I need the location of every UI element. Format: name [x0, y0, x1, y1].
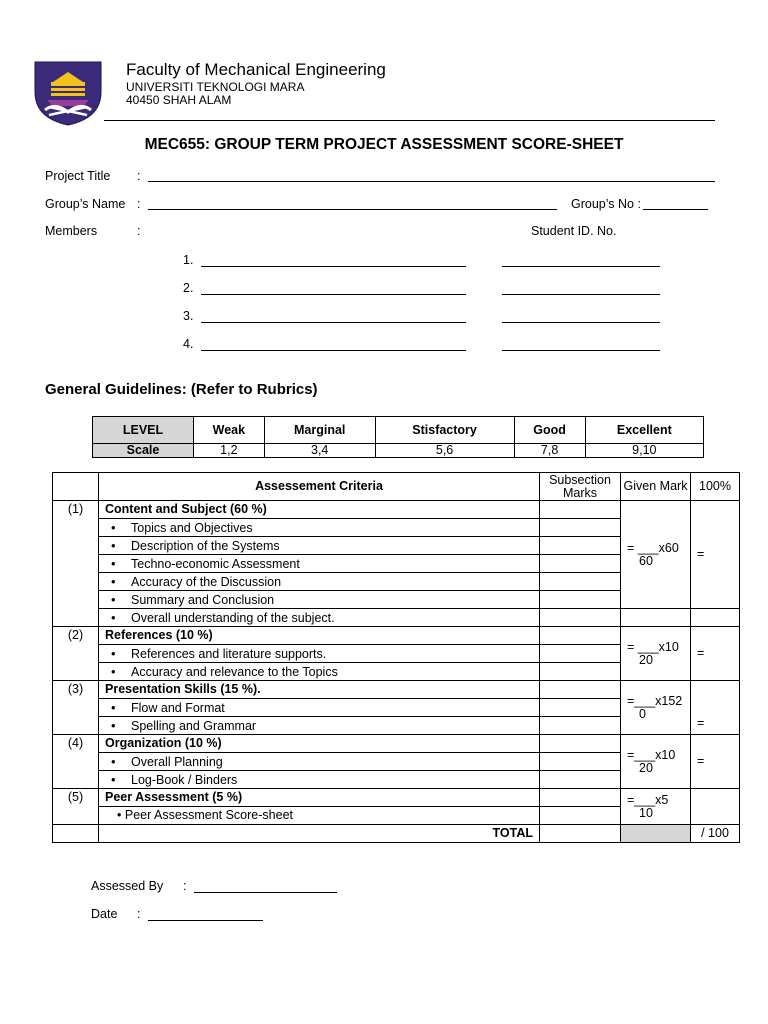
denominator: 0: [639, 706, 646, 721]
section-number: (3): [53, 681, 99, 735]
equals-sign: =: [697, 716, 705, 730]
member-id-field[interactable]: [502, 322, 660, 323]
criteria-item: • Techno-economic Assessment: [105, 557, 300, 571]
subsection-mark-cell[interactable]: [540, 519, 621, 537]
total-given-cell: [621, 825, 691, 843]
member-name-field[interactable]: [201, 322, 466, 323]
given-mark-cell[interactable]: [621, 501, 691, 609]
criteria-item: • Overall understanding of the subject.: [105, 611, 335, 625]
equals-sign: =: [697, 646, 705, 660]
given-mark-header: Given Mark: [621, 473, 691, 501]
formula: =___x152: [627, 693, 683, 708]
section-title: Presentation Skills (15 %).: [99, 681, 540, 699]
scale-value: 5,6: [375, 444, 514, 458]
criteria-item: • Overall Planning: [105, 755, 223, 769]
subsection-mark-cell[interactable]: [540, 501, 621, 519]
level-header: LEVEL: [93, 417, 194, 444]
given-mark-cell[interactable]: [621, 609, 691, 627]
subsection-mark-cell[interactable]: [540, 591, 621, 609]
criteria-item: • Description of the Systems: [105, 539, 280, 553]
subsection-mark-cell[interactable]: [540, 627, 621, 645]
criteria-item: • References and literature supports.: [105, 647, 326, 661]
formula: =___x5: [627, 792, 669, 807]
criteria-item: • Flow and Format: [105, 701, 225, 715]
percent-cell[interactable]: [691, 681, 740, 735]
colon: :: [137, 224, 141, 238]
denominator: 20: [639, 652, 653, 667]
percent-cell[interactable]: [691, 789, 740, 825]
colon: :: [137, 907, 141, 921]
date-label: Date: [91, 907, 118, 921]
section-number: (2): [53, 627, 99, 681]
section-number: (4): [53, 735, 99, 789]
level-good: Good: [514, 417, 585, 444]
equals-sign: =: [697, 547, 705, 561]
criteria-item: • Peer Assessment Score-sheet: [99, 807, 540, 825]
level-marginal: Marginal: [264, 417, 375, 444]
total-value: / 100: [691, 825, 740, 843]
denominator: 10: [639, 805, 653, 820]
subsection-mark-cell[interactable]: [540, 717, 621, 735]
subsection-mark-cell[interactable]: [540, 573, 621, 591]
member-number: 4.: [183, 337, 194, 351]
section-title: Content and Subject (60 %): [99, 501, 540, 519]
criteria-item: • Accuracy and relevance to the Topics: [105, 665, 338, 679]
given-mark-cell[interactable]: [621, 681, 691, 735]
member-number: 1.: [183, 253, 194, 267]
section-number: (5): [53, 789, 99, 825]
percent-cell[interactable]: [691, 735, 740, 789]
guidelines-heading: General Guidelines: (Refer to Rubrics): [45, 381, 318, 398]
subsection-mark-cell[interactable]: [540, 663, 621, 681]
member-id-field[interactable]: [502, 294, 660, 295]
scale-value: 9,10: [585, 444, 703, 458]
subsection-mark-cell[interactable]: [540, 645, 621, 663]
groups-no-label: Group’s No :: [571, 197, 641, 211]
criteria-header: Assessement Criteria: [99, 473, 540, 501]
subsection-mark-cell[interactable]: [540, 555, 621, 573]
denominator: 20: [639, 760, 653, 775]
criteria-item: • Summary and Conclusion: [105, 593, 274, 607]
subsection-mark-cell[interactable]: [540, 537, 621, 555]
colon: :: [137, 197, 141, 211]
document-title: MEC655: GROUP TERM PROJECT ASSESSMENT SCORE-SHEET: [144, 136, 624, 153]
groups-no-field[interactable]: [643, 209, 708, 210]
university-name: UNIVERSITI TEKNOLOGI MARA: [126, 80, 305, 94]
assessed-by-label: Assessed By: [91, 879, 164, 893]
groups-name-field[interactable]: [148, 209, 557, 210]
percent-cell[interactable]: [691, 609, 740, 627]
project-title-label: Project Title: [45, 169, 111, 183]
scale-value: 7,8: [514, 444, 585, 458]
section-title: References (10 %): [99, 627, 540, 645]
member-id-field[interactable]: [502, 350, 660, 351]
header-divider: [104, 120, 715, 121]
assessed-by-field[interactable]: [194, 892, 337, 893]
subsection-mark-cell[interactable]: [540, 771, 621, 789]
assessment-table: [52, 472, 740, 843]
subsection-mark-cell[interactable]: [540, 789, 621, 807]
scale-value: 3,4: [264, 444, 375, 458]
given-mark-cell[interactable]: [621, 627, 691, 681]
denominator: 60: [639, 553, 653, 568]
given-mark-cell[interactable]: [621, 789, 691, 825]
members-label: Members: [45, 224, 98, 238]
percent-cell[interactable]: [691, 501, 740, 609]
total-subsection-cell: [540, 825, 621, 843]
subsection-mark-cell[interactable]: [540, 753, 621, 771]
level-weak: Weak: [194, 417, 265, 444]
formula: = ___x10: [627, 639, 679, 654]
percent-cell[interactable]: [691, 627, 740, 681]
address: 40450 SHAH ALAM: [126, 93, 232, 107]
member-name-field[interactable]: [201, 350, 466, 351]
colon: :: [137, 169, 141, 183]
level-satisfactory: Stisfactory: [375, 417, 514, 444]
member-id-field[interactable]: [502, 266, 660, 267]
criteria-item: • Topics and Objectives: [105, 521, 253, 535]
section-title: Peer Assessment (5 %): [99, 789, 540, 807]
scale-label: Scale: [93, 444, 194, 458]
criteria-item-text: Peer Assessment Score-sheet: [124, 808, 293, 822]
member-name-field[interactable]: [201, 294, 466, 295]
date-field[interactable]: [148, 920, 263, 921]
given-mark-cell[interactable]: [621, 735, 691, 789]
section-title: Organization (10 %): [99, 735, 540, 753]
formula: =___x10: [627, 747, 676, 762]
equals-sign: =: [697, 754, 705, 768]
rubric-scale-table: [92, 416, 704, 458]
subsection-mark-cell[interactable]: [540, 735, 621, 753]
faculty-name: Faculty of Mechanical Engineering: [126, 60, 386, 79]
subsection-mark-cell[interactable]: [540, 609, 621, 627]
member-number: 3.: [183, 309, 194, 323]
section-number: (1): [53, 501, 99, 627]
criteria-item: • Spelling and Grammar: [105, 719, 256, 733]
total-label: TOTAL: [99, 825, 540, 843]
subsection-mark-cell[interactable]: [540, 681, 621, 699]
colon: :: [183, 879, 187, 893]
uitm-logo: [33, 60, 103, 126]
subsection-mark-cell[interactable]: [540, 699, 621, 717]
percent-header: 100%: [691, 473, 740, 501]
formula: = ___x60: [627, 540, 679, 555]
subsection-marks-header: Subsection Marks: [540, 473, 621, 501]
scale-value: 1,2: [194, 444, 265, 458]
member-name-field[interactable]: [201, 266, 466, 267]
student-id-label: Student ID. No.: [531, 224, 617, 238]
criteria-item: • Accuracy of the Discussion: [105, 575, 281, 589]
groups-name-label: Group’s Name: [45, 197, 126, 211]
subsection-mark-cell[interactable]: [540, 807, 621, 825]
criteria-item: • Log-Book / Binders: [105, 773, 237, 787]
member-number: 2.: [183, 281, 194, 295]
project-title-field[interactable]: [148, 181, 715, 182]
level-excellent: Excellent: [585, 417, 703, 444]
